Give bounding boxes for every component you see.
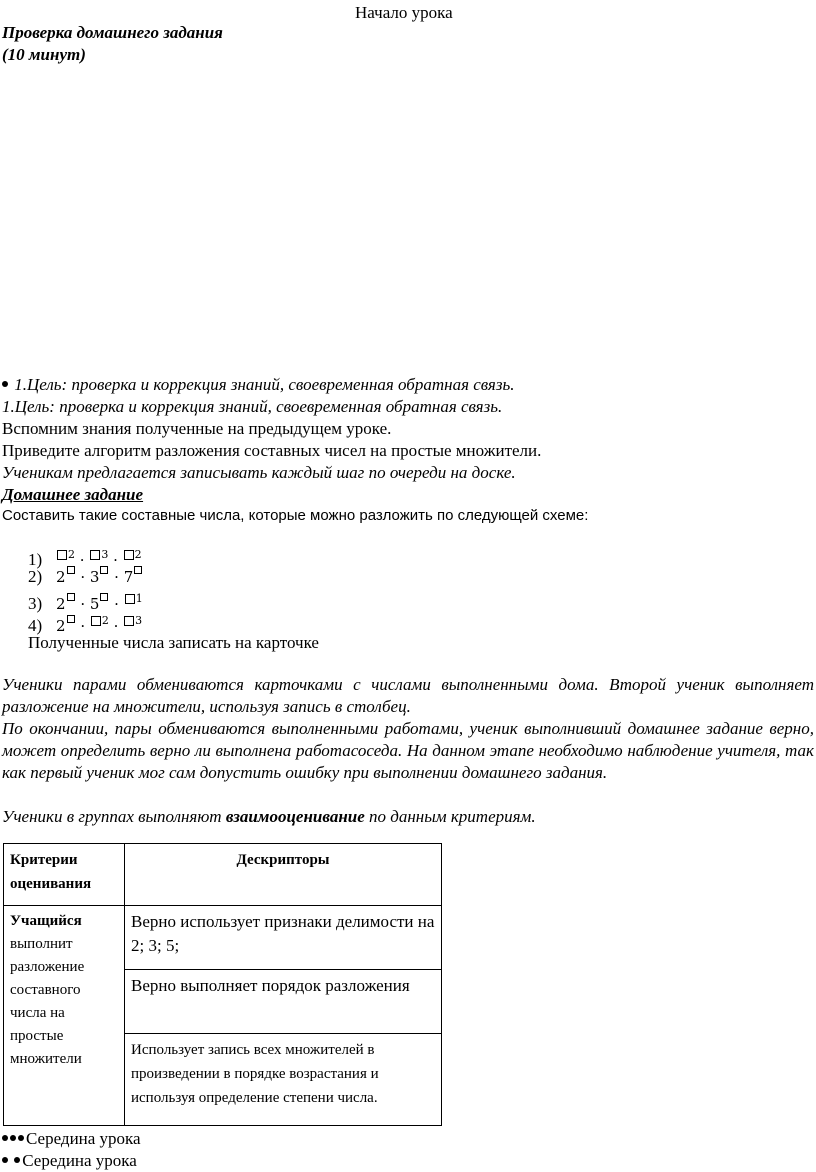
- page-title: Начало урока: [355, 3, 453, 22]
- header-criteria: Критерии оценивания: [4, 844, 125, 906]
- formula-base: 3: [89, 568, 100, 586]
- peer-text-start: Ученики в группах выполняют: [2, 807, 226, 826]
- formula-exponent: 1: [135, 592, 143, 605]
- recall-text: Вспомним знания полученные на предыдущем уроке.: [2, 419, 392, 438]
- homework-formula: 2 · 5 · $^1$: [56, 592, 143, 613]
- formula-exponent: 2: [68, 548, 75, 561]
- paragraph-checking: По окончании, пары обмениваются выполненными работами, ученик выполнивший домашнее задание верно, может определить верно ли выполнена работасоседа. На данном этапе необходимо наблюдение учителя, так как первый ученик мог сам допустить ошибку при выполнении домашнего задания.: [2, 719, 814, 782]
- placeholder-box-icon: [124, 550, 134, 560]
- placeholder-exponent-icon: [100, 593, 108, 601]
- placeholder-exponent-icon: [100, 566, 108, 574]
- homework-title: Домашнее задание: [2, 485, 144, 504]
- formula-exponent: 2: [134, 548, 142, 561]
- goal-bullet-text: 1.Цель: проверка и коррекция знаний, своевременная обратная связь.: [14, 375, 515, 394]
- homework-formula: $^2$ · $^3$ · $^2$: [56, 551, 142, 569]
- section-duration: (10 минут): [2, 45, 86, 64]
- placeholder-box-icon: [90, 550, 100, 560]
- descriptor-divisibility: Верно использует признаки делимости на 2; 3; 5;: [125, 906, 442, 970]
- middle-lesson-heading-2: [2, 1150, 137, 1172]
- homework-item-number: 4): [28, 616, 43, 635]
- formula-base: 2: [56, 617, 66, 635]
- criteria-cell: [4, 906, 125, 1126]
- goal-bullet-line: [2, 374, 514, 396]
- bullet-icon: [2, 1157, 8, 1163]
- peer-term: взаимооценивание: [225, 807, 365, 826]
- paragraph-exchange: Ученики парами обмениваются карточками с числами выполненными дома. Второй ученик выполняет разложение на множители, используя запись в столбец.: [2, 675, 814, 716]
- homework-item-number: 1): [28, 550, 43, 569]
- table-header-row: [4, 844, 442, 906]
- placeholder-exponent-icon: [67, 566, 75, 574]
- criteria-text: выполнит разложение составного числа на простые множители: [10, 936, 85, 1067]
- middle-lesson-heading-1: [2, 1128, 141, 1150]
- goal-line: 1.Цель: проверка и коррекция знаний, своевременная обратная связь.: [2, 397, 503, 416]
- bullet-icon: [14, 1157, 20, 1163]
- criteria-table: [3, 843, 442, 1126]
- homework-formula: 2 · $^2$ · $^3$: [56, 614, 143, 635]
- middle-lesson-text-2: Середина урока: [22, 1151, 137, 1170]
- bullet-icon: [18, 1135, 24, 1141]
- bullet-icon: [10, 1135, 16, 1141]
- placeholder-box-icon: [124, 616, 134, 626]
- placeholder-box-icon: [125, 594, 135, 604]
- header-descriptors: Дескрипторы: [125, 844, 442, 906]
- formula-base: 2: [56, 568, 66, 586]
- formula-base: 7: [123, 568, 134, 586]
- homework-item: [28, 566, 143, 588]
- placeholder-box-icon: [91, 616, 101, 626]
- bullet-icon: [2, 381, 8, 387]
- homework-formula: 2 · 3 · 7: [56, 568, 143, 586]
- descriptor-notation: Использует запись всех множителей в произведении в порядке возрастания и используя определение степени числа.: [125, 1034, 442, 1126]
- placeholder-exponent-icon: [67, 615, 75, 623]
- placeholder-exponent-icon: [134, 566, 142, 574]
- algorithm-text: Приведите алгоритм разложения составных чисел на простые множители.: [2, 441, 542, 460]
- paragraph-peer-assessment: [2, 806, 536, 828]
- formula-base: 2: [56, 595, 66, 613]
- formula-exponent: 3: [135, 614, 143, 627]
- homework-item-number: 3): [28, 594, 43, 613]
- formula-exponent: 2: [101, 614, 109, 627]
- card-note: Полученные числа записать на карточке: [28, 633, 319, 652]
- students-text: Ученикам предлагается записывать каждый шаг по очереди на доске.: [2, 463, 516, 482]
- section-heading: Проверка домашнего задания: [2, 23, 223, 42]
- placeholder-exponent-icon: [67, 593, 75, 601]
- descriptor-order: Верно выполняет порядок разложения: [125, 970, 442, 1034]
- middle-lesson-text-1: Середина урока: [26, 1129, 141, 1148]
- peer-text-end: по данным критериям.: [364, 807, 536, 826]
- placeholder-box-icon: [57, 550, 67, 560]
- homework-task: Составить такие составные числа, которые можно разложить по следующей схеме:: [2, 507, 589, 524]
- criteria-subject: Учащийся: [10, 913, 82, 929]
- homework-item-number: 2): [28, 567, 43, 586]
- table-row: [4, 906, 442, 970]
- formula-base: 5: [89, 595, 100, 613]
- formula-exponent: 3: [101, 548, 109, 561]
- bullet-icon: [2, 1135, 8, 1141]
